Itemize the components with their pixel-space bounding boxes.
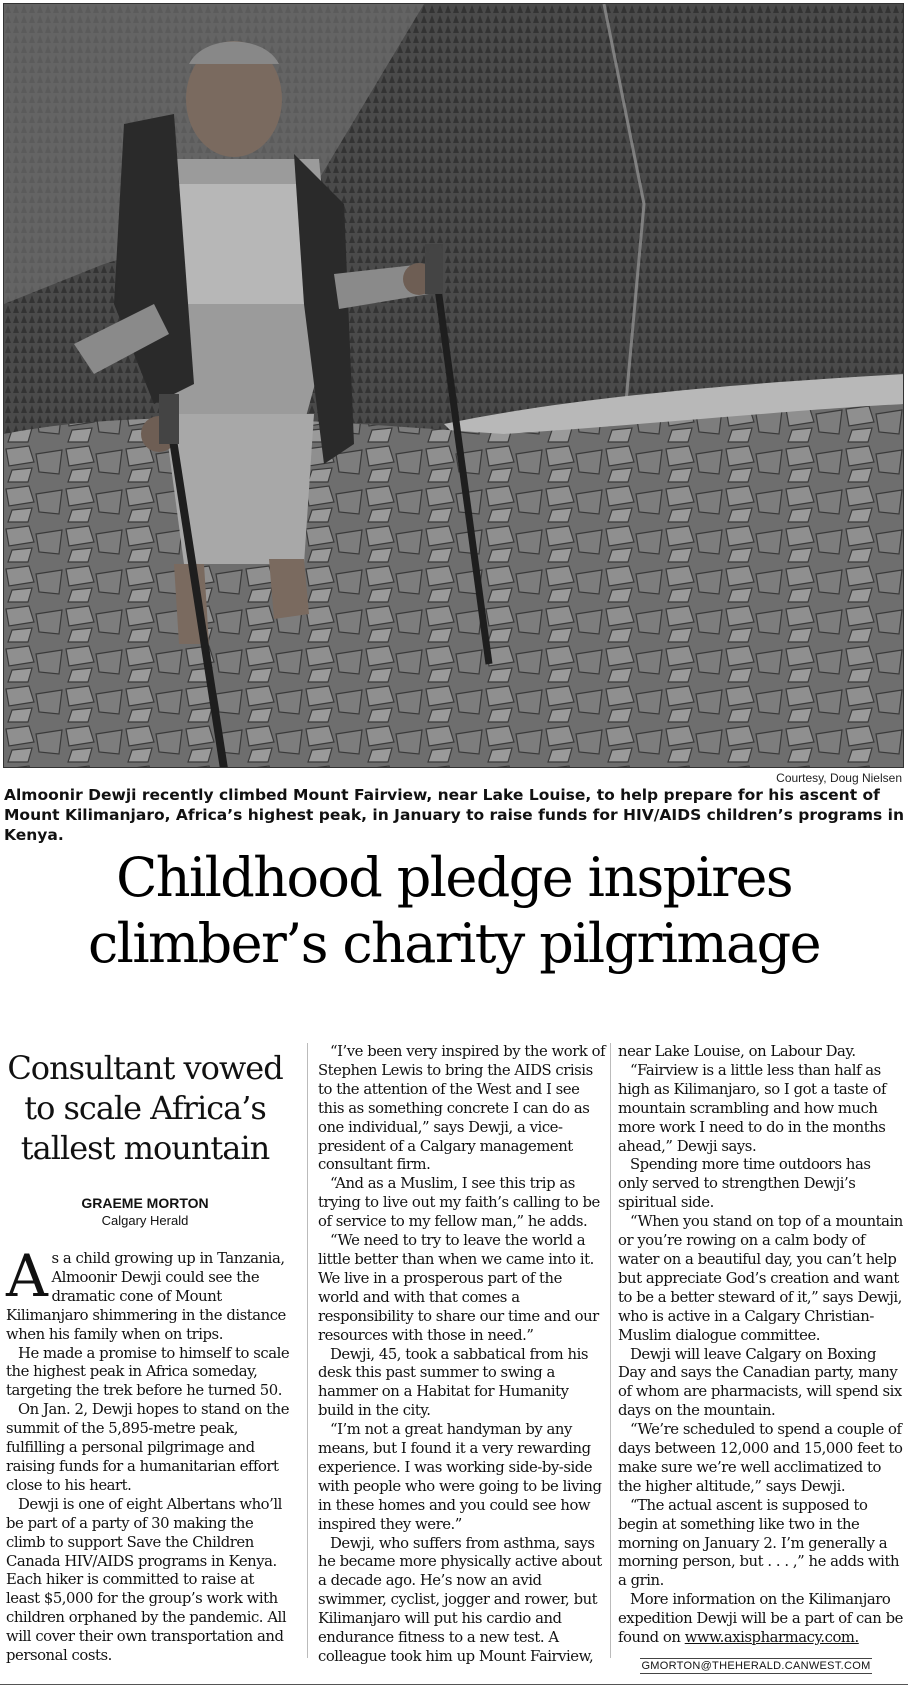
drop-cap: A xyxy=(6,1242,48,1310)
column-divider xyxy=(610,1043,611,1658)
author-email[interactable]: GMORTON@THEHERALD.CANWEST.COM xyxy=(641,1660,871,1672)
article-column-3 xyxy=(618,1043,904,1648)
body-paragraph: Dewji is one of eight Albertans who’ll be part of a party of 30 making the climb to support Save the Children Canada HIV/AIDS programs in Kenya. Each hiker is committed to raise at least $5,000 for the group’s work with children orphaned by the pandemic. All will cover their own transportation and personal costs. xyxy=(6,1495,287,1665)
website-link[interactable]: www.axispharmacy.com. xyxy=(684,1629,859,1647)
author-name: GRAEME MORTON xyxy=(81,1195,209,1211)
rock-ridge xyxy=(4,404,904,768)
subheadline-deck: Consultant vowed to scale Africa’s tallest mountain xyxy=(7,1049,283,1167)
lead-paragraph: As a child growing up in Tanzania, Almoonir Dewji could see the dramatic cone of Mount Kilimanjaro shimmering in the distance when his family when on trips. xyxy=(6,1242,286,1343)
photo-credit: Courtesy, Doug Nielsen xyxy=(776,771,902,785)
body-paragraph: “We’re scheduled to spend a couple of days between 12,000 and 15,000 feet to make sure we’re well acclimatized to the higher altitude,” says Dewji. xyxy=(618,1421,903,1495)
body-paragraph: “We need to try to leave the world a little better than when we came into it. We live in a prosperous part of the world and with that comes a responsibility to share our time and our resources with those in need.” xyxy=(318,1232,599,1344)
headline-line-1: Childhood pledge inspires xyxy=(116,846,792,909)
photo-caption: Almoonir Dewji recently climbed Mount Fairview, near Lake Louise, to help prepare for his ascent of Mount Kilimanjaro, Africa’s highest peak, in January to raise funds for HIV/AIDS children’s programs in Kenya. xyxy=(4,786,904,844)
body-paragraph: “The actual ascent is supposed to begin at something like two in the morning on January 2. I’m generally a morning person, but . . . ,” he adds with a grin. xyxy=(618,1496,900,1590)
body-paragraph: More information on the Kilimanjaro expedition Dewji will be a part of can be found on www.axispharmacy.com. xyxy=(618,1591,903,1647)
article-column-2 xyxy=(318,1043,606,1667)
body-paragraph: Dewji, who suffers from asthma, says he became more physically active about a decade ago. He’s now an avid swimmer, cyclist, jogger and rower, but Kilimanjaro will put his cardio and endurance fitness to a new test. A colleague took him up Mount Fairview, xyxy=(318,1534,602,1665)
body-paragraph: Dewji will leave Calgary on Boxing Day and says the Canadian party, many of whom are pharmacists, will spend six days on the mountain. xyxy=(618,1345,902,1420)
column-divider xyxy=(307,1043,308,1658)
article-photo xyxy=(3,3,904,768)
body-paragraph: “When you stand on top of a mountain or you’re rowing on a calm body of water on a beautiful day, you can’t help but appreciate God’s creation and want to be a better steward of it,” says Dewji, who is active in a Calgary Christian-Muslim dialogue committee. xyxy=(618,1213,903,1344)
climber-photo-illustration xyxy=(4,4,904,768)
body-paragraph: “Fairview is a little less than half as high as Kilimanjaro, so I got a taste of mountain scrambling and how much more work I need to do in the months ahead,” Dewji says. xyxy=(618,1061,886,1155)
bottom-rule xyxy=(0,1684,908,1685)
body-paragraph: On Jan. 2, Dewji hopes to stand on the summit of the 5,895-metre peak, fulfilling a personal pilgrimage and raising funds for a humanitarian effort close to his heart. xyxy=(6,1401,290,1494)
body-paragraph: Dewji, 45, took a sabbatical from his desk this past summer to swing a hammer on a Habitat for Humanity build in the city. xyxy=(318,1345,589,1420)
body-paragraph-continued: near Lake Louise, on Labour Day. xyxy=(618,1043,856,1060)
body-paragraph: “I’ve been very inspired by the work of Stephen Lewis to bring the AIDS crisis to the attention of the West and I see this as something concrete I can do as one individual,” says Dewji, a vice-president of a Calgary management consultant firm. xyxy=(318,1043,606,1174)
headline-line-2: climber’s charity pilgrimage xyxy=(88,912,820,975)
body-paragraph: He made a promise to himself to scale the highest peak in Africa someday, targeting the trek before he turned 50. xyxy=(6,1344,290,1400)
body-paragraph: “And as a Muslim, I see this trip as trying to live out my faith’s calling to be of service to my fellow man,” he adds. xyxy=(318,1175,600,1231)
byline xyxy=(4,1194,286,1230)
article-column-1 xyxy=(6,1242,290,1666)
publication-name: Calgary Herald xyxy=(101,1213,189,1228)
headline xyxy=(0,845,908,977)
body-paragraph: “I’m not a great handyman by any means, but I found it a very rewarding experience. I was working side-by-side with people who were going to be living in these homes and you could see how inspired they were.” xyxy=(318,1421,602,1533)
body-paragraph: Spending more time outdoors has only served to strengthen Dewji’s spiritual side. xyxy=(618,1156,871,1212)
